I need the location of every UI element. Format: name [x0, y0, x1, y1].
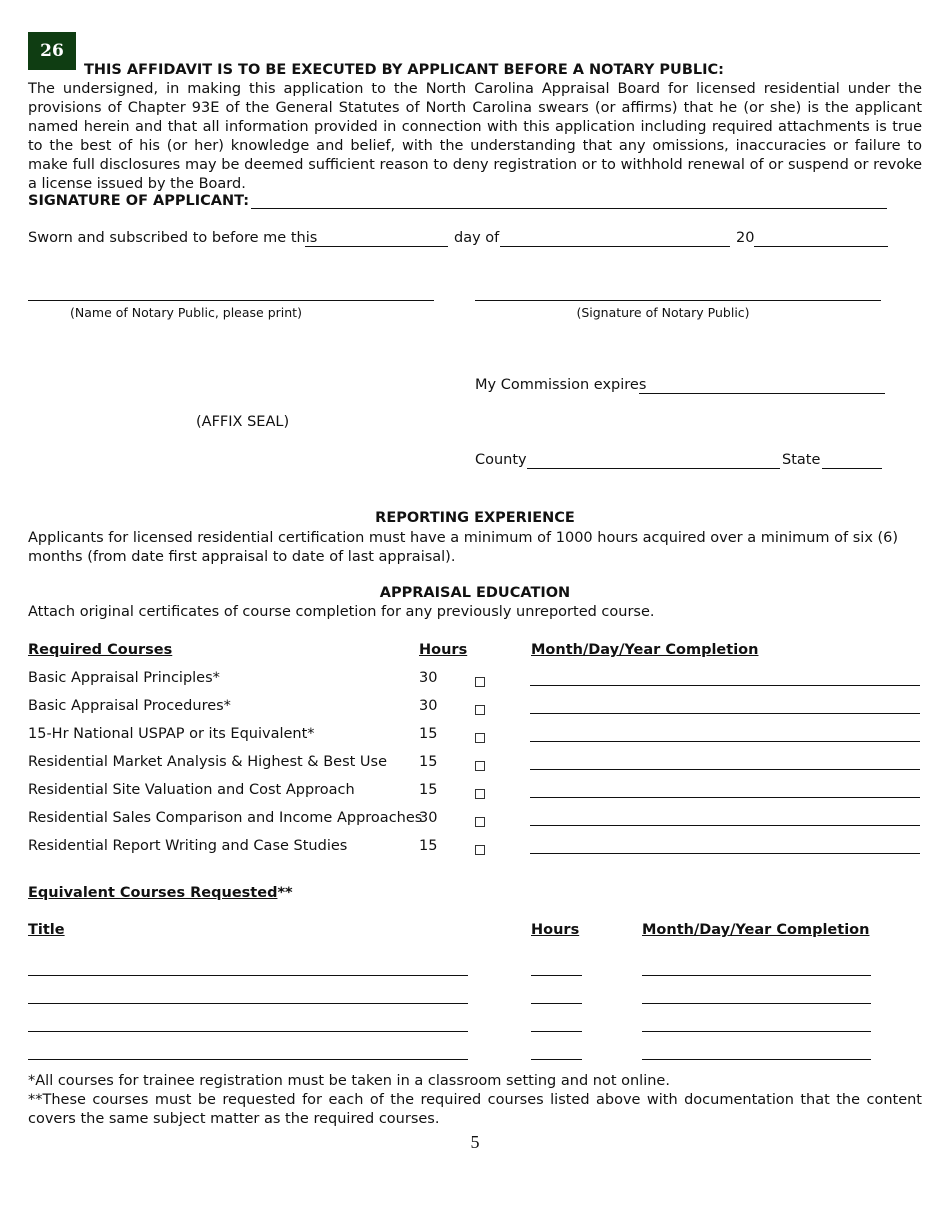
- equivalent-completion-line[interactable]: [642, 975, 871, 976]
- notary-signature-caption: (Signature of Notary Public): [576, 305, 750, 320]
- equivalent-heading-text: Equivalent Courses Requested: [28, 885, 278, 901]
- equivalent-completion-line[interactable]: [642, 1059, 871, 1060]
- course-completion-line[interactable]: [530, 685, 920, 686]
- course-checkbox[interactable]: [475, 789, 485, 799]
- equivalent-hours-line[interactable]: [531, 1031, 582, 1032]
- equivalent-hours-line[interactable]: [531, 975, 582, 976]
- equivalent-title-line[interactable]: [28, 1031, 468, 1032]
- affix-seal: (AFFIX SEAL): [196, 414, 290, 430]
- page-number: 5: [470, 1132, 480, 1152]
- course-checkbox[interactable]: [475, 817, 485, 827]
- commission-line[interactable]: [639, 393, 885, 394]
- equivalent-completion-line[interactable]: [642, 1003, 871, 1004]
- applicant-signature-line[interactable]: [251, 208, 887, 209]
- notary-name-caption: (Name of Notary Public, please print): [70, 305, 302, 320]
- reporting-body: Applicants for licensed residential certification must have a minimum of 1000 hours acquired over a minimum of six (6) months (from date first appraisal to date of last appraisal).: [28, 530, 899, 565]
- footnote-two: **These courses must be requested for each of the required courses listed above with documentation that the content covers the same subject matter as the required courses.: [28, 1092, 922, 1127]
- notary-signature-line[interactable]: [475, 300, 881, 301]
- col-completion: Month/Day/Year Completion: [531, 642, 759, 658]
- course-checkbox[interactable]: [475, 845, 485, 855]
- course-name: Residential Site Valuation and Cost Approach: [28, 782, 355, 798]
- course-name: Residential Sales Comparison and Income Approaches: [28, 810, 423, 826]
- course-name: Basic Appraisal Principles*: [28, 670, 220, 686]
- col-required-courses: Required Courses: [28, 642, 173, 658]
- equivalent-hours-line[interactable]: [531, 1003, 582, 1004]
- course-checkbox[interactable]: [475, 705, 485, 715]
- notary-name-line[interactable]: [28, 300, 434, 301]
- course-completion-line[interactable]: [530, 769, 920, 770]
- course-name: Residential Market Analysis & Highest & Best Use: [28, 754, 388, 770]
- course-completion-line[interactable]: [530, 825, 920, 826]
- equivalent-title-line[interactable]: [28, 1059, 468, 1060]
- course-checkbox[interactable]: [475, 761, 485, 771]
- course-completion-line[interactable]: [530, 741, 920, 742]
- course-name: Basic Appraisal Procedures*: [28, 698, 231, 714]
- county-label: County: [475, 452, 527, 468]
- course-hours: 30: [419, 810, 438, 826]
- affidavit-body: The undersigned, in making this application to the North Carolina Appraisal Board for licensed residential under the provisions of Chapter 93E of the General Statutes of North Carolina swears (or affirms) that he (or she) is the applicant named herein and that all information provided in connection with this application including required attachments is true to the best of his (or her) knowledge and belief, with the understanding that any omissions, inaccuracies or failure to make full disclosures may be deemed sufficient reason to deny registration or to withhold renewal of or suspend or revoke a license issued by the Board.: [28, 81, 922, 192]
- equivalent-title-line[interactable]: [28, 1003, 468, 1004]
- sworn-year-prefix: 20: [736, 230, 755, 246]
- col-hours: Hours: [419, 642, 468, 658]
- equivalent-completion-line[interactable]: [642, 1031, 871, 1032]
- reporting-heading: REPORTING EXPERIENCE: [375, 510, 575, 526]
- footnote-one: *All courses for trainee registration must be taken in a classroom setting and not online.: [28, 1073, 670, 1089]
- course-checkbox[interactable]: [475, 733, 485, 743]
- equivalent-heading: [28, 885, 293, 901]
- equivalent-title-line[interactable]: [28, 975, 468, 976]
- course-hours: 30: [419, 670, 438, 686]
- course-completion-line[interactable]: [530, 713, 920, 714]
- sworn-day-line[interactable]: [305, 246, 448, 247]
- course-completion-line[interactable]: [530, 853, 920, 854]
- sworn-year-line[interactable]: [754, 246, 888, 247]
- sworn-prefix: Sworn and subscribed to before me this: [28, 230, 318, 246]
- col-equiv-hours: Hours: [531, 922, 580, 938]
- course-hours: 30: [419, 698, 438, 714]
- col-equiv-completion: Month/Day/Year Completion: [642, 922, 870, 938]
- state-line[interactable]: [822, 468, 882, 469]
- sworn-month-line[interactable]: [500, 246, 730, 247]
- equivalent-heading-suffix: **: [277, 885, 293, 901]
- commission-label: My Commission expires: [475, 377, 647, 393]
- education-body: Attach original certificates of course completion for any previously unreported course.: [28, 604, 655, 620]
- page-badge: 26: [28, 32, 76, 70]
- equivalent-hours-line[interactable]: [531, 1059, 582, 1060]
- course-checkbox[interactable]: [475, 677, 485, 687]
- course-hours: 15: [419, 726, 438, 742]
- course-hours: 15: [419, 782, 438, 798]
- signature-label: SIGNATURE OF APPLICANT:: [28, 193, 250, 209]
- education-heading: APPRAISAL EDUCATION: [379, 585, 571, 601]
- course-name: Residential Report Writing and Case Studies: [28, 838, 348, 854]
- state-label: State: [782, 452, 821, 468]
- course-completion-line[interactable]: [530, 797, 920, 798]
- course-name: 15-Hr National USPAP or its Equivalent*: [28, 726, 315, 742]
- course-hours: 15: [419, 754, 438, 770]
- sworn-day-of: day of: [454, 230, 500, 246]
- affidavit-heading: THIS AFFIDAVIT IS TO BE EXECUTED BY APPLICANT BEFORE A NOTARY PUBLIC:: [84, 62, 724, 78]
- course-hours: 15: [419, 838, 438, 854]
- county-line[interactable]: [527, 468, 780, 469]
- col-title: Title: [28, 922, 65, 938]
